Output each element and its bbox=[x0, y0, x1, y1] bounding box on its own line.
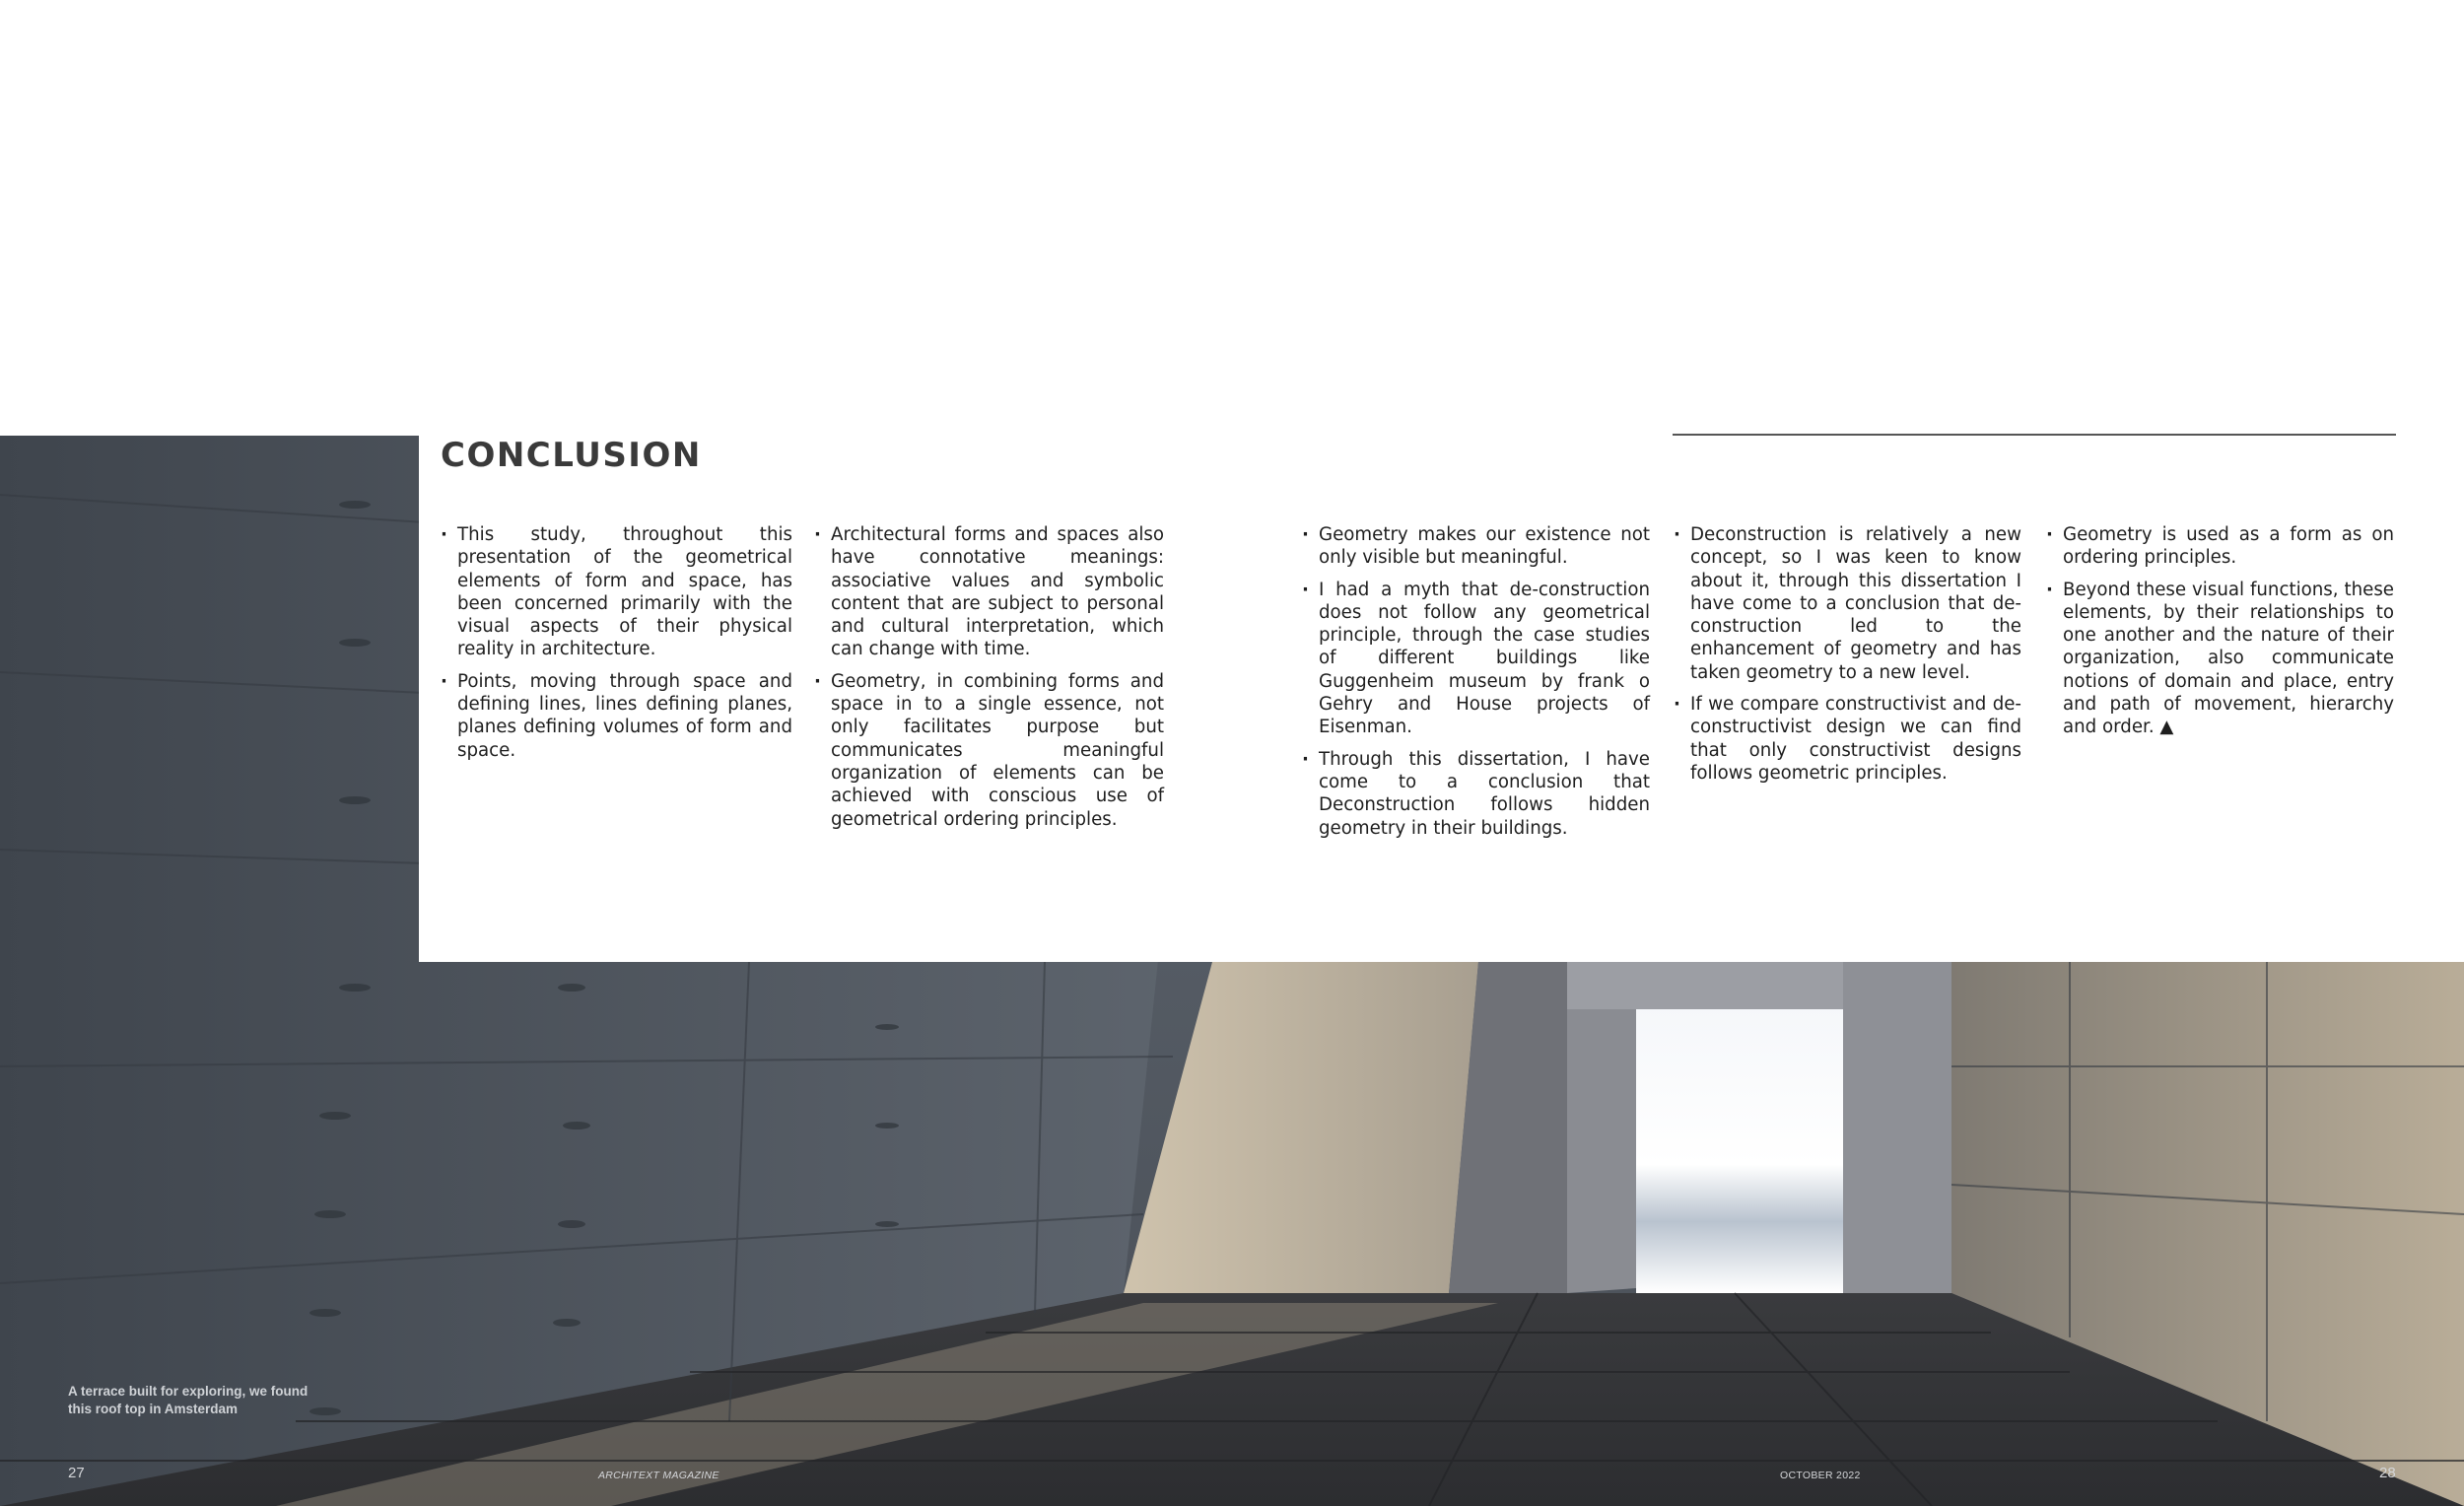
photo-caption: A terrace built for exploring, we found this roof top in Amsterdam bbox=[68, 1384, 308, 1416]
bullet-point: · Geometry makes our existence not only visible but meaningful. bbox=[1302, 523, 1650, 570]
bullet-point: · Deconstruction is relatively a new concept, so I was keen to know about it, through this dissertation I have come to a conclusion that de-construction led to the enhancement of geometry and has taken geometry to a new level. bbox=[1674, 523, 2021, 684]
text-column-4 bbox=[1674, 523, 2021, 793]
header-rule bbox=[1673, 434, 2396, 436]
right-page-number: 28 bbox=[2379, 1465, 2396, 1481]
text-column-5 bbox=[2046, 523, 2394, 748]
bullet-point: · I had a myth that de-construction does not follow any geometrical principle, through the case studies of different buildings like Guggenheim museum by frank o Gehry and House projects of Eisenman. bbox=[1302, 579, 1650, 739]
bullet-point: · Geometry, in combining forms and space in to a single essence, not only facilitates purpose but communicates meaningful organization of elements can be achieved with conscious use of geometrical ordering principles. bbox=[814, 670, 1164, 831]
text-column-2 bbox=[814, 523, 1164, 840]
text-column-3 bbox=[1302, 523, 1650, 849]
issue-date: OCTOBER 2022 bbox=[1780, 1470, 1861, 1481]
bullet-point: · This study, throughout this presentation of the geometrical elements of form and space, has been concerned primarily with the visual aspects of their physical reality in architecture. bbox=[441, 523, 792, 661]
bullet-point: · Architectural forms and spaces also have connotative meanings: associative values and symbolic content that are subject to personal and cultural interpretation, which can change with time. bbox=[814, 523, 1164, 661]
bullet-point: · Geometry is used as a form as on ordering principles. bbox=[2046, 523, 2394, 570]
bullet-point: · Points, moving through space and defining lines, lines defining planes, planes defining volumes of form and space. bbox=[441, 670, 792, 762]
text-column-1 bbox=[441, 523, 792, 771]
bullet-point: · Through this dissertation, I have come to a conclusion that Deconstruction follows hidden geometry in their buildings. bbox=[1302, 748, 1650, 840]
section-title: CONCLUSION bbox=[441, 436, 702, 475]
left-page-number: 27 bbox=[68, 1465, 85, 1481]
bullet-point: · Beyond these visual functions, these elements, by their relationships to one another and the nature of their organization, also communicate notions of domain and place, entry and path of movement, hierarchy and order. ▲ bbox=[2046, 579, 2394, 739]
bullet-point: · If we compare constructivist and de-constructivist design we can find that only constructivist designs follows geometric principles. bbox=[1674, 693, 2021, 785]
magazine-name: ARCHITEXT MAGAZINE bbox=[598, 1470, 719, 1481]
